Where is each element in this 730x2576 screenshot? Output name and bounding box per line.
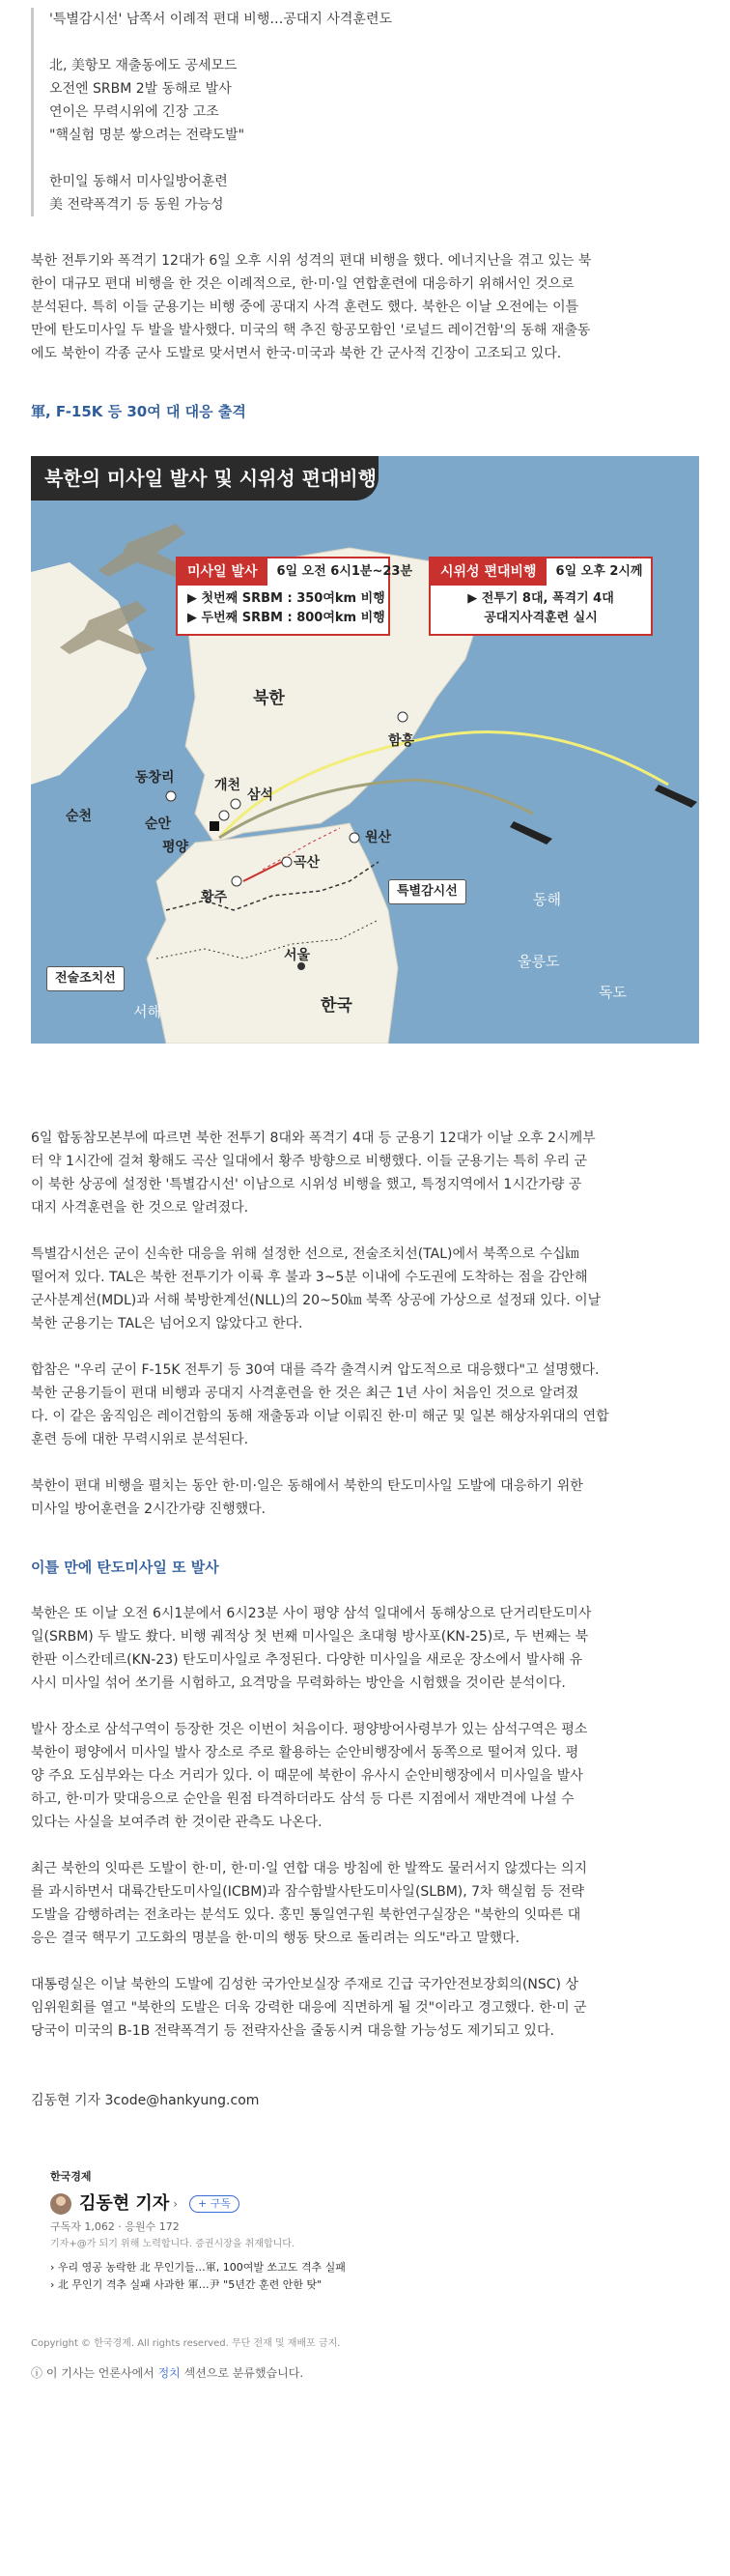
label-pyongyang: 평양: [162, 840, 189, 855]
label-south-korea: 한국: [321, 996, 352, 1016]
subscribe-button[interactable]: + 구독: [189, 2195, 239, 2213]
reporter-card: [50, 2168, 533, 2294]
article: [0, 8, 730, 2385]
body-paragraph: [31, 1973, 699, 2043]
city-marker: [166, 791, 176, 801]
label-west-sea: 서해: [133, 1003, 161, 1020]
text-line: 만에 탄도미사일 두 발을 발사했다. 미국의 핵 추진 항공모함인 '로널드 레이건함'의 동해 재출동: [31, 323, 591, 338]
reporter-stats: 구독자 1,062 · 응원수 172: [50, 2220, 180, 2233]
text-line: 북한이 평양에서 미사일 발사 장소로 주로 활용하는 순안비행장에서 동쪽으로 떨어져 있다. 평: [31, 1745, 579, 1760]
summary-line: 한미일 동해서 미사일방어훈련: [49, 174, 228, 189]
city-marker: [398, 712, 407, 722]
text-line: 당국이 미국의 B-1B 전략폭격기 등 전략자산을 줄동시켜 대응할 가능성도 제기되고 있다.: [31, 2023, 554, 2039]
summary-line: '특별감시선' 남쪽서 이례적 편대 비행…공대지 사격훈련도: [49, 12, 392, 27]
city-marker: [282, 857, 292, 867]
label-east-sea: 동해: [533, 891, 561, 908]
missile-time: 6일 오전 6시1분~23분: [276, 564, 413, 579]
label-special-watch-line: 특별감시선: [388, 879, 466, 904]
body-paragraph: [31, 1243, 699, 1335]
text-line: 일(SRBM) 두 발도 쐈다. 비행 궤적상 첫 번째 미사일은 초대형 방사포(KN-25)로, 두 번째는 북: [31, 1629, 589, 1645]
label-hamhung: 함흥: [388, 733, 415, 749]
text-line: 군사분계선(MDL)과 서해 북방한계선(NLL)의 20~50㎞ 북쪽 상공에 가상으로 설정돼 있다. 이날: [31, 1293, 602, 1308]
text-line: 한이 대규모 편대 비행을 한 것은 이례적으로, 한·미·일 연합훈련에 대응하기 위해서인 것으로: [31, 276, 575, 292]
article-summary: [31, 8, 699, 216]
flight-box-header: [431, 558, 651, 586]
text-line: 사시 미사일 섞어 쏘기를 시험하고, 요격망을 무력화하는 방안을 시험했을 것이란 분석이다.: [31, 1675, 566, 1691]
label-tactical-action-line: 전술조치선: [46, 966, 125, 991]
section-classification: [31, 2361, 699, 2385]
missile-box-header: [178, 558, 413, 586]
formation-flight-box: [429, 557, 653, 636]
body-paragraph: [31, 1359, 699, 1451]
text-line: 북한이 편대 비행을 펼치는 동안 한·미·일은 동해에서 북한의 탄도미사일 도발에 대응하기 위한: [31, 1478, 583, 1494]
body-paragraph: [31, 1127, 699, 1219]
text-line: 북한은 또 이날 오전 6시1분에서 6시23분 사이 평양 삼석 일대에서 동해상으로 단거리탄도미사: [31, 1606, 592, 1621]
missile-box-body: [178, 586, 388, 634]
summary-line: 연이은 무력시위에 긴장 고조: [49, 104, 219, 120]
label-suncheon: 순천: [66, 809, 93, 824]
label-kaechon: 개천: [214, 778, 241, 793]
related-article-link[interactable]: › 北 무인기 격추 실패 사과한 軍…尹 "5년간 훈련 안한 탓": [50, 2278, 323, 2291]
text-line: 하고, 한·미가 맞대응으로 순안을 원점 타격하더라도 삼석 등 다른 지점에서 재반격에 나설 수: [31, 1791, 575, 1807]
summary-gap: [49, 147, 699, 170]
text-line: 이 북한 상공에 설정한 '특별감시선' 이남으로 시위성 비행을 했고, 특정지역에서 1시간가량 공: [31, 1177, 582, 1192]
avatar[interactable]: [50, 2193, 71, 2215]
text-line: 양 주요 도심부와는 다소 거리가 있다. 이 때문에 북한이 유사시 순안비행장에서 미사일을 발사: [31, 1768, 583, 1784]
related-articles: [50, 2259, 533, 2294]
body-paragraph: [31, 1718, 699, 1834]
label-seoul: 서울: [284, 948, 311, 963]
text-line: 대통령실은 이날 북한의 도발에 김성한 국가안보실장 주재로 긴급 국가안전보장회의(NSC) 상: [31, 1977, 578, 1992]
infographic-map: [31, 456, 699, 1044]
south-korea-landmass: [147, 823, 398, 1044]
flight-line: ▶ 전투기 8대, 폭격기 4대: [467, 591, 614, 606]
text-line: 대지 사격훈련을 한 것으로 알려졌다.: [31, 1200, 249, 1216]
summary-line: 오전엔 SRBM 2발 동해로 발사: [49, 81, 232, 97]
label-goksan: 곡산: [294, 855, 321, 871]
label-wonsan: 원산: [365, 830, 392, 845]
body-paragraph: [31, 1474, 699, 1521]
text-line: 북한 군용기는 TAL은 넘어오지 않았다고 한다.: [31, 1316, 303, 1331]
map-graphic: [31, 456, 699, 1044]
body-paragraph: [31, 1857, 699, 1950]
text-line: 터 약 1시간에 걸쳐 황해도 곡산 일대에서 황주 방향으로 비행했다. 이들 군용기는 특히 우리 군: [31, 1154, 588, 1169]
text-line: 한판 이스칸데르(KN-23) 탄도미사일로 추정된다. 다양한 미사일을 새로운 장소에서 발사해 유: [31, 1652, 583, 1668]
text-line: 떨어져 있다. TAL은 북한 전투기가 이륙 후 불과 3~5분 이내에 수도권에 도착하는 점을 감안해: [31, 1270, 588, 1285]
text-line: 특별감시선은 군이 신속한 대응을 위해 설정한 선으로, 전술조치선(TAL)에서 북쪽으로 수십㎞: [31, 1246, 579, 1262]
city-marker: [350, 833, 359, 843]
text-line: 최근 북한의 잇따른 도발이 한·미, 한·미·일 연합 대응 방침에 한 발짝도 물러서지 않겠다는 의지: [31, 1861, 588, 1876]
text-line: 있다는 사실을 보여주려 한 것이란 관측도 나온다.: [31, 1815, 323, 1830]
missile-line: ▶ 첫번째 SRBM : 350여km 비행: [187, 591, 385, 606]
flight-line: 공대지사격훈련 실시: [484, 611, 598, 625]
label-dokdo: 독도: [599, 984, 627, 1001]
section-note-prefix: ⓘ 이 기사는 언론사에서: [31, 2366, 158, 2380]
section-category-link[interactable]: 정치: [157, 2366, 181, 2380]
missile-tag: 미사일 발사: [178, 558, 267, 586]
city-marker: [232, 876, 241, 886]
city-marker: [231, 799, 240, 809]
section-note-suffix: 섹션으로 분류했습니다.: [180, 2366, 304, 2380]
reporter-name[interactable]: 김동현 기자: [79, 2193, 170, 2214]
byline: 김동현 기자 3code@hankyung.com: [31, 2093, 260, 2108]
label-hwangju: 황주: [201, 890, 228, 905]
copyright: Copyright © 한국경제. All rights reserved. 무단 전재 및 재배포 금지.: [31, 2338, 341, 2349]
text-line: 6일 합동참모본부에 따르면 북한 전투기 8대와 폭격기 4대 등 군용기 12대가 이날 오후 2시께부: [31, 1131, 596, 1146]
label-north-korea: 북한: [253, 689, 285, 708]
summary-line: 美 전략폭격기 등 동원 가능성: [49, 197, 224, 213]
text-line: 에도 북한이 각종 군사 도발로 맞서면서 한국·미국과 북한 간 군사적 긴장이 고조되고 있다.: [31, 346, 562, 361]
body-paragraph: [31, 1602, 699, 1695]
text-line: 도발을 감행하려는 전초라는 분석도 있다. 홍민 통일연구원 북한연구실장은 "북한의 잇따른 대: [31, 1907, 581, 1923]
text-line: 발사 장소로 삼석구역이 등장한 것은 이번이 처음이다. 평양방어사령부가 있는 삼석구역은 평소: [31, 1722, 588, 1737]
flight-tag: 시위성 편대비행: [431, 558, 547, 586]
text-line: 북한 전투기와 폭격기 12대가 6일 오후 시위 성격의 편대 비행을 했다. 에너지난을 겪고 있는 북: [31, 253, 592, 269]
publisher-logo: 한국경제: [50, 2170, 92, 2183]
label-sunan: 순안: [145, 816, 172, 832]
label-ulleungdo: 울릉도: [518, 953, 560, 970]
text-line: 응은 결국 핵무기 고도화의 명분을 한·미의 행동 탓으로 돌리려는 의도"라고 말했다.: [31, 1931, 520, 1946]
text-line: 훈련 등에 대한 무력시위로 분석된다.: [31, 1432, 249, 1447]
text-line: 임위원회를 열고 "북한의 도발은 더욱 강력한 대응에 직면하게 될 것"이라고 경고했다. 한·미 군: [31, 2000, 587, 2016]
subheading: 軍, F-15K 등 30여 대 대응 출격: [31, 403, 246, 420]
summary-line: 北, 美항모 재출동에도 공세모드: [49, 58, 238, 73]
reporter-header: [50, 2193, 533, 2215]
flight-box-body: [431, 586, 651, 634]
intro-paragraph: [31, 249, 699, 365]
chevron-right-icon[interactable]: ›: [173, 2197, 179, 2211]
text-line: 합참은 "우리 군이 F-15K 전투기 등 30여 대를 즉각 출격시켜 압도적으로 대응했다"고 설명했다.: [31, 1362, 600, 1378]
summary-line: "핵실험 명분 쌓으려는 전략도발": [49, 128, 245, 143]
missile-launch-box: [176, 557, 413, 636]
reporter-note: 기자+@가 되기 위해 노력합니다. 증권시장을 취재합니다.: [50, 2239, 295, 2249]
summary-gap: [49, 31, 699, 54]
label-samsok: 삼석: [247, 787, 274, 803]
flight-time: 6일 오후 2시께: [555, 564, 643, 579]
text-line: 분석된다. 특히 이들 군용기는 비행 중에 공대지 사격 훈련도 했다. 북한은 이날 오전에는 이틀: [31, 300, 579, 315]
infographic-title: 북한의 미사일 발사 및 시위성 편대비행: [31, 456, 379, 501]
pyongyang-marker: [210, 821, 219, 831]
city-marker: [219, 811, 229, 820]
related-article-link[interactable]: › 우리 영공 농락한 北 무인기들…軍, 100여발 쏘고도 격추 실패: [50, 2261, 346, 2274]
text-line: 를 과시하면서 대륙간탄도미사일(ICBM)과 잠수함발사탄도미사일(SLBM), 7차 핵실험 등 전략: [31, 1884, 585, 1900]
text-line: 북한 군용기들이 편대 비행과 공대지 사격훈련을 한 것은 최근 1년 사이 처음인 것으로 알려졌: [31, 1386, 579, 1401]
subheading: 이틀 만에 탄도미사일 또 발사: [31, 1559, 219, 1576]
text-line: 미사일 방어훈련을 2시간가량 진행했다.: [31, 1502, 267, 1517]
label-dongchangri: 동창리: [135, 770, 175, 786]
missile-line: ▶ 두번째 SRBM : 800여km 비행: [187, 611, 385, 625]
text-line: 다. 이 같은 움직임은 레이건함의 동해 재출동과 이날 이뤄진 한·미 해군 및 일본 해상자위대의 연합: [31, 1409, 609, 1424]
